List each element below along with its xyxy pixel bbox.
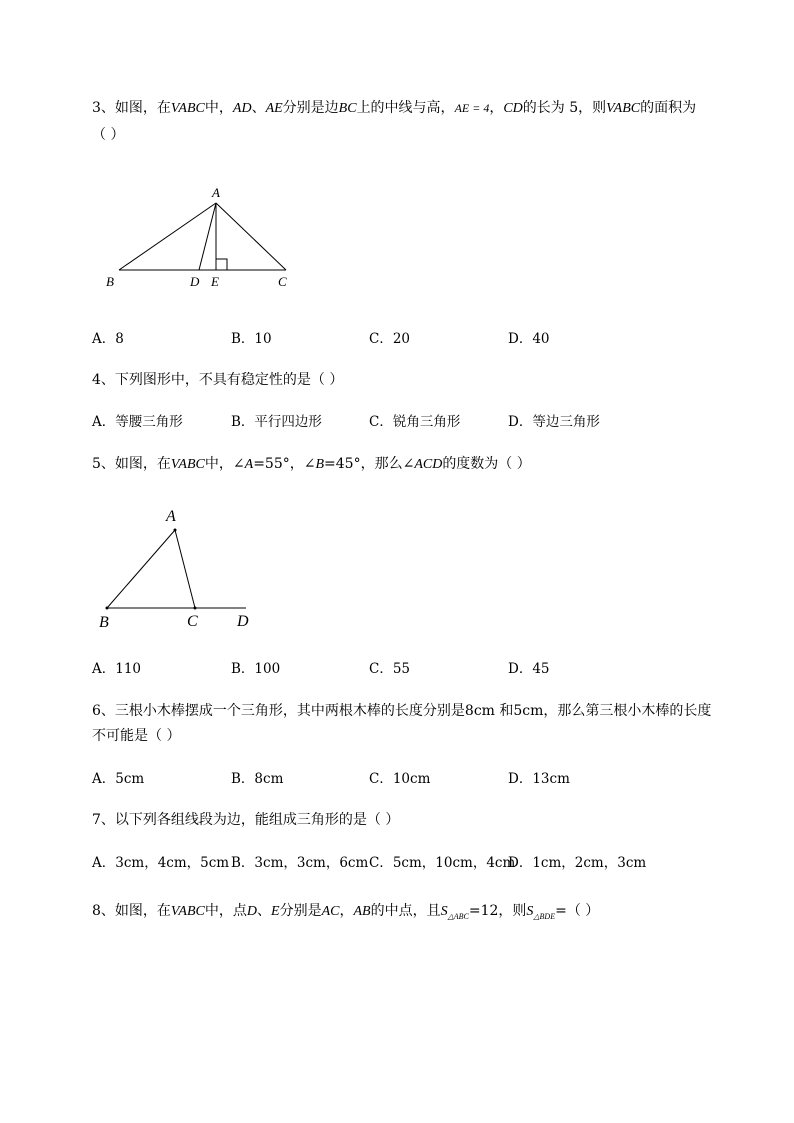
q5-line-ac <box>175 530 195 608</box>
q5-line-ba <box>107 530 175 608</box>
q6-stem-line1: 6、三根小木棒摆成一个三角形，其中两根木棒的长度分别是8cm 和5cm，那么第三根小木棒的长度 <box>92 703 712 719</box>
q5-label-d: D <box>237 613 249 630</box>
q8-stem: 8、如图，在VABC中，点D、E分别是AC，AB的中点，且$S_{\triangle ABC}=12$，则$S_{\triangle BDE}=$（ ） <box>92 903 600 921</box>
q5-point-b <box>106 607 109 610</box>
q3-option-d[interactable]: D．40 <box>508 331 550 347</box>
q3-label-c: C <box>278 274 287 289</box>
q3-answer-blank: （ ） <box>92 127 125 143</box>
q4-option-b[interactable]: B．平行四边形 <box>231 414 322 430</box>
q7-option-b[interactable]: B．3cm，3cm，6cm <box>231 855 369 871</box>
q3-option-c[interactable]: C．20 <box>369 331 411 347</box>
q3-stem: 3、如图，在VABC中，AD、AE分别是边BC上的中线与高，AE = 4，CD的长为 5，则VABC的面积为 <box>92 100 697 116</box>
q6-option-a[interactable]: A．5cm <box>92 771 145 787</box>
q5-point-c <box>194 607 197 610</box>
q5-option-d[interactable]: D．45 <box>508 661 550 677</box>
q6-option-d[interactable]: D．13cm <box>508 771 570 787</box>
q3-label-e: E <box>211 274 219 289</box>
q4-stem: 4、下列图形中，不具有稳定性的是（ ） <box>92 372 344 388</box>
q4-option-d[interactable]: D．等边三角形 <box>508 414 600 430</box>
q3-label-d: D <box>190 274 200 289</box>
q5-label-b: B <box>99 614 109 631</box>
q4-option-c[interactable]: C．锐角三角形 <box>369 414 461 430</box>
q5-option-a[interactable]: A．110 <box>92 661 142 677</box>
q7-option-c[interactable]: C．5cm，10cm，4cm <box>369 855 516 871</box>
q5-option-b[interactable]: B．100 <box>231 661 281 677</box>
q6-stem-line2: 不可能是（ ） <box>92 728 181 744</box>
q5-label-a: A <box>166 508 176 525</box>
q7-option-a[interactable]: A．3cm，4cm，5cm <box>92 855 230 871</box>
q3-label-b: B <box>106 274 114 289</box>
q3-option-b[interactable]: B．10 <box>231 331 272 347</box>
q6-option-c[interactable]: C．10cm <box>369 771 431 787</box>
q5-stem: 5、如图，在VABC中，∠A=55°，∠B=45°，那么∠ACD的度数为（ ） <box>92 456 531 472</box>
q3-label-a: A <box>212 185 220 200</box>
q5-option-c[interactable]: C．55 <box>369 661 411 677</box>
q4-option-a[interactable]: A．等腰三角形 <box>92 414 183 430</box>
q3-option-a[interactable]: A．8 <box>92 331 124 347</box>
q5-point-a <box>174 529 177 532</box>
q7-stem: 7、以下列各组线段为边，能组成三角形的是（ ） <box>92 812 400 828</box>
q5-label-c: C <box>187 613 198 630</box>
q6-option-b[interactable]: B．8cm <box>231 771 284 787</box>
q7-option-d[interactable]: D．1cm，2cm，3cm <box>508 855 647 871</box>
